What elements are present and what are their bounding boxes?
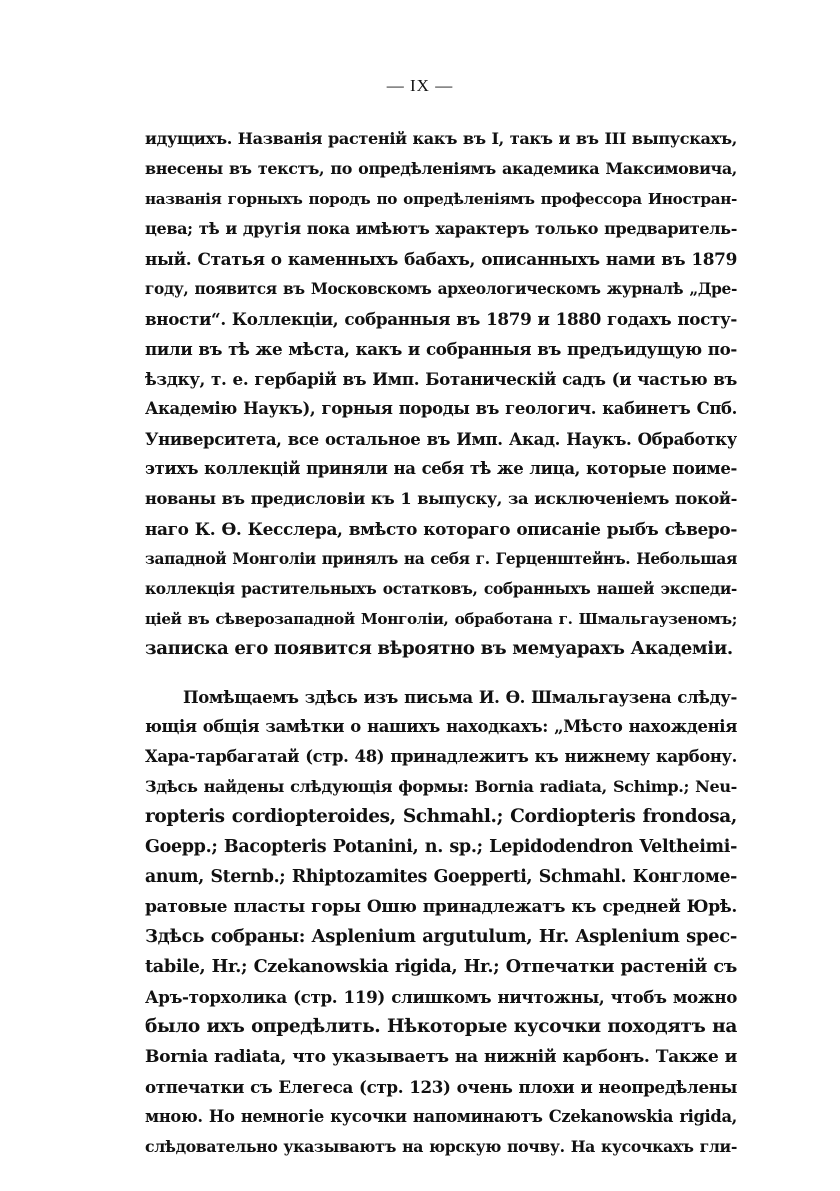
paragraph-1 <box>145 124 737 664</box>
page-number: — IX — <box>386 76 454 95</box>
paragraph-spacer <box>145 664 737 682</box>
text-line: нованы въ предисловіи къ 1 выпуску, за исключеніемъ покой- <box>145 489 737 508</box>
text-line: Помѣщаемъ здѣсь изъ письма И. Ѳ. Шмальгаузена слѣду- <box>183 687 737 707</box>
text-line: ратовые пласты горы Ошю принадлежатъ къ средней Юрѣ. <box>145 897 737 917</box>
text-line: отпечатки съ Елегеса (стр. 123) очень плохи и неопредѣлены <box>145 1077 737 1097</box>
text-line: коллекція растительныхъ остатковъ, собранныхъ нашей экспеди- <box>145 579 737 598</box>
text-line: цева; тѣ и другія пока имѣютъ характеръ только предваритель- <box>145 219 737 238</box>
text-line: пили въ тѣ же мѣста, какъ и собранныя въ предъидущую по- <box>145 339 737 359</box>
text-line: Университета, все остальное въ Имп. Акад. Наукъ. Обработку <box>145 429 737 449</box>
text-line: названія горныхъ породъ по опредѣленіямъ профессора Иностран- <box>145 190 737 208</box>
paragraph-2 <box>145 682 737 1162</box>
text-line: ѣздку, т. е. гербарій въ Имп. Ботаническій садъ (и частью въ <box>145 369 737 389</box>
text-line: ціей въ сѣверозападной Монголіи, обработана г. Шмальгаузеномъ; <box>145 610 737 628</box>
body-text <box>145 124 737 1162</box>
text-line: мною. Но немногіе кусочки напоминаютъ Czekanowskia rigida, <box>145 1107 737 1126</box>
text-line: слѣдовательно указываютъ на юрскую почву. На кусочкахъ гли- <box>145 1137 737 1156</box>
text-line: этихъ коллекцій приняли на себя тѣ же лица, которые поиме- <box>145 459 737 478</box>
text-line: Bornia radiata, что указываетъ на нижній карбонъ. Также и <box>145 1047 737 1067</box>
text-line: было ихъ опредѣлить. Нѣкоторые кусочки походятъ на <box>145 1016 737 1037</box>
text-line: ющія общія замѣтки о нашихъ находкахъ: „Мѣсто нахожденія <box>145 717 737 736</box>
text-line: внесены въ текстъ, по опредѣленіямъ академика Максимовича, <box>145 159 737 178</box>
text-line: вности“. Коллекціи, собранныя въ 1879 и 1880 годахъ посту- <box>145 309 737 329</box>
text-line: tabile, Hr.; Czekanowskia rigida, Hr.; Отпечатки растеній съ <box>145 956 737 977</box>
text-line: Здѣсь собраны: Asplenium argutulum, Hr. Asplenium spec- <box>145 926 737 947</box>
text-line: Goepp.; Bacopteris Potanini, n. sp.; Lepidodendron Veltheimi- <box>145 837 737 857</box>
text-line: идущихъ. Названія растеній какъ въ I, такъ и въ III выпускахъ, <box>145 129 737 148</box>
text-line: ный. Статья о каменныхъ бабахъ, описанныхъ нами въ 1879 <box>145 249 737 269</box>
text-line: наго К. Ѳ. Кесслера, вмѣсто котораго описаніе рыбъ сѣверо- <box>145 519 737 539</box>
text-line: Хара-тарбагатай (стр. 48) принадлежитъ къ нижнему карбону. <box>145 747 737 766</box>
text-line: anum, Sternb.; Rhiptozamites Goepperti, Schmahl. Конгломе- <box>145 867 737 887</box>
text-line: ropteris cordiopteroides, Schmahl.; Cordiopteris frondosa, <box>145 806 737 827</box>
text-line: записка его появится вѣроятно въ мемуарахъ Академіи. <box>145 638 733 659</box>
text-line: Здѣсь найдены слѣдующія формы: Bornia radiata, Schimp.; Neu- <box>145 777 737 796</box>
text-line: Академію Наукъ), горныя породы въ геологич. кабинетъ Спб. <box>145 399 737 418</box>
text-line: Аръ-торхолика (стр. 119) слишкомъ ничтожны, чтобъ можно <box>145 987 737 1007</box>
text-line: западной Монголіи принялъ на себя г. Герценштейнъ. Небольшая <box>145 550 737 568</box>
text-line: году, появится въ Московскомъ археологическомъ журналѣ „Дре- <box>145 280 737 298</box>
